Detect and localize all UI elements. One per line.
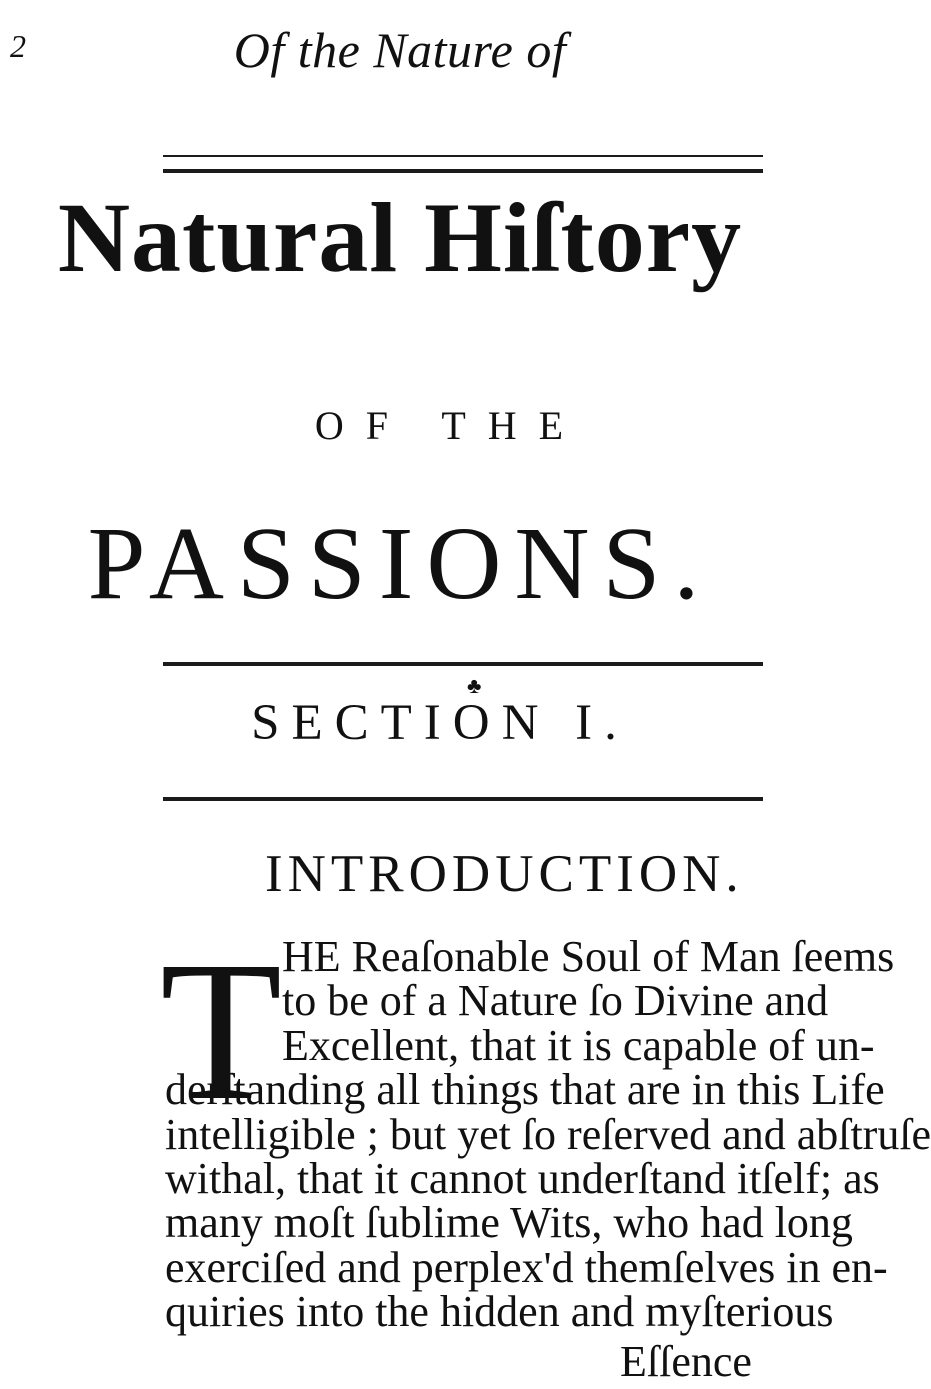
running-head: Of the Nature of bbox=[233, 22, 567, 78]
title-of-the: OF THE bbox=[314, 403, 586, 448]
section-rule bbox=[163, 797, 763, 801]
body-line: Excellent, that it is capable of un- bbox=[282, 1021, 875, 1070]
header-rule-thin bbox=[163, 155, 763, 157]
body-line: quiries into the hidden and myſterious bbox=[165, 1287, 834, 1336]
body-line: HE Reaſonable Soul of Man ſeems bbox=[282, 932, 895, 981]
body-line: exerciſed and perplex'd themſelves in en- bbox=[165, 1243, 888, 1292]
section-heading: SECTION I. bbox=[251, 695, 629, 751]
body-line: intelligible ; but yet ſo reſerved and abſtruſe bbox=[165, 1110, 931, 1159]
body-line: derſtanding all things that are in this Life bbox=[165, 1065, 885, 1114]
introduction-heading: INTRODUCTION. bbox=[265, 845, 744, 903]
body-line: withal, that it cannot underſtand itſelf; as bbox=[165, 1154, 880, 1203]
title-natural-history: Natural Hiſtory bbox=[57, 182, 743, 293]
body-line: to be of a Nature ſo Divine and bbox=[282, 976, 829, 1025]
drop-cap: T bbox=[160, 921, 283, 1142]
body-line: many moſt ſublime Wits, who had long bbox=[165, 1198, 853, 1247]
title-rule bbox=[163, 662, 763, 666]
title-passions: PASSIONS. bbox=[87, 506, 713, 621]
page-number: 2 bbox=[10, 28, 26, 64]
header-rule-thick bbox=[163, 169, 763, 173]
fleuron-ornament-icon: ♣ bbox=[467, 673, 482, 698]
catchword: Eſſence bbox=[620, 1337, 752, 1386]
